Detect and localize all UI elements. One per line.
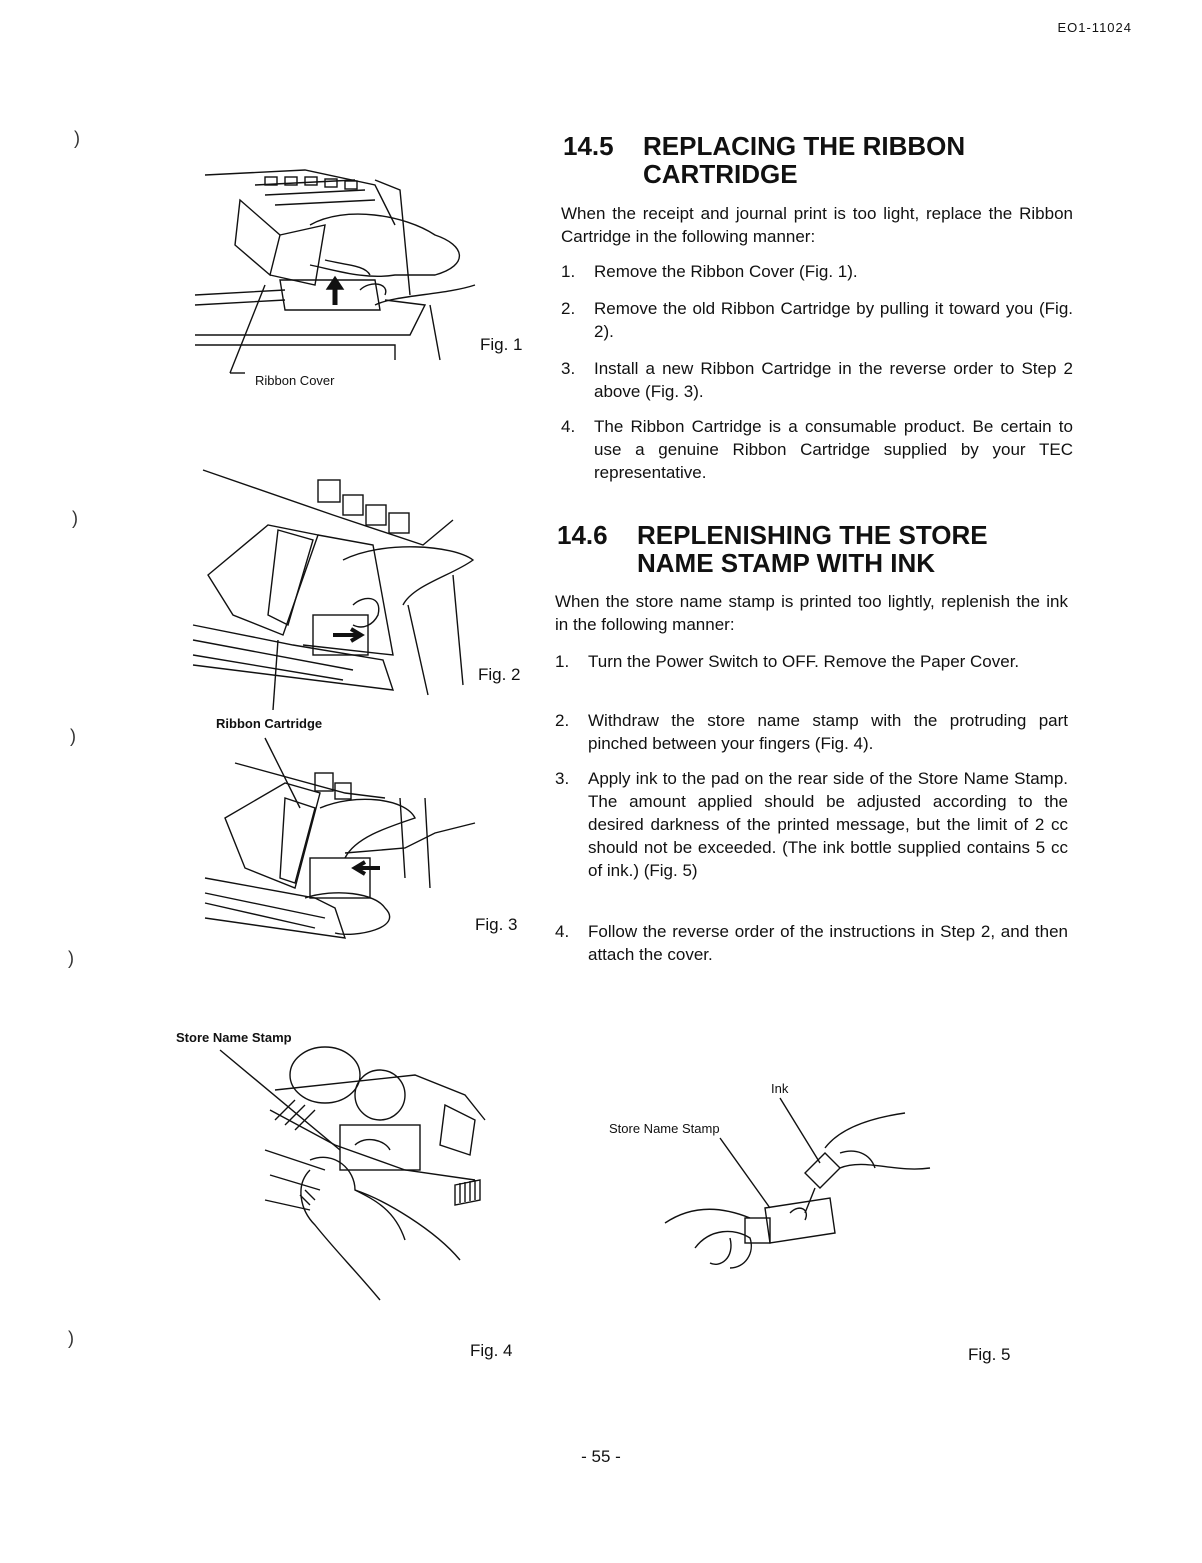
fig5-illustration (665, 1098, 935, 1273)
fig5-label-ink: Ink (771, 1081, 789, 1096)
section-number: 14.6 (557, 520, 608, 550)
section-14-6-intro: When the store name stamp is printed too lightly, replenish the ink in the following manner: (555, 592, 1068, 634)
fig3-illustration (205, 738, 480, 943)
fig4-illustration (215, 1050, 490, 1305)
binding-mark: ) (68, 1328, 74, 1348)
step-146-2: 2. Withdraw the store name stamp with the protruding part pinched between your fingers (Fig. 4). (555, 711, 1068, 753)
binding-mark: ) (74, 128, 80, 148)
step-145-1: 1. Remove the Ribbon Cover (Fig. 1). (561, 262, 858, 281)
document-id: EO1-11024 (1057, 20, 1132, 35)
section-title-line1: REPLENISHING THE STORE (637, 520, 988, 550)
step-146-4: 4. Follow the reverse order of the instructions in Step 2, and then attach the cover. (555, 922, 1068, 964)
binding-mark: ) (68, 948, 74, 968)
fig2-illustration (193, 465, 483, 710)
step-145-4: 4. The Ribbon Cartridge is a consumable product. Be certain to use a genuine Ribbon Cartridge supplied by your TEC representative. (561, 417, 1073, 482)
step-146-1: 1. Turn the Power Switch to OFF. Remove the Paper Cover. (555, 652, 1020, 671)
section-title-line2: CARTRIDGE (643, 159, 798, 189)
binding-mark: ) (72, 508, 78, 528)
fig4-label-store-name-stamp: Store Name Stamp (176, 1030, 292, 1045)
step-145-2: 2. Remove the old Ribbon Cartridge by pulling it toward you (Fig. 2). (561, 299, 1073, 341)
fig1-illustration (195, 165, 485, 375)
section-14-6-heading (557, 521, 1117, 581)
section-title-line2: NAME STAMP WITH INK (637, 548, 936, 578)
fig3-caption: Fig. 3 (475, 915, 518, 934)
fig2-label-ribbon-cartridge: Ribbon Cartridge (216, 716, 323, 731)
fig1-caption: Fig. 1 (480, 335, 523, 354)
section-number: 14.5 (563, 131, 614, 161)
section-14-5-intro: When the receipt and journal print is too light, replace the Ribbon Cartridge in the following manner: (561, 204, 1073, 246)
binding-mark: ) (70, 726, 76, 746)
fig1-label-ribbon-cover: Ribbon Cover (255, 373, 335, 388)
step-146-3: 3. Apply ink to the pad on the rear side of the Store Name Stamp. The amount applied should be adjusted according to the desired darkness of the printed message, but the limit of 2 cc should not be exceeded. (The ink bottle supplied contains 5 cc of ink.) (Fig. 5) (555, 769, 1068, 880)
section-14-5-heading (563, 132, 1123, 192)
fig4-caption: Fig. 4 (470, 1341, 513, 1360)
fig5-label-store-name-stamp: Store Name Stamp (609, 1121, 720, 1136)
page-number: - 55 - (581, 1447, 621, 1466)
step-145-3: 3. Install a new Ribbon Cartridge in the reverse order to Step 2 above (Fig. 3). (561, 359, 1073, 401)
fig5-caption: Fig. 5 (968, 1345, 1011, 1364)
section-title-line1: REPLACING THE RIBBON (643, 131, 966, 161)
fig2-caption: Fig. 2 (478, 665, 521, 684)
